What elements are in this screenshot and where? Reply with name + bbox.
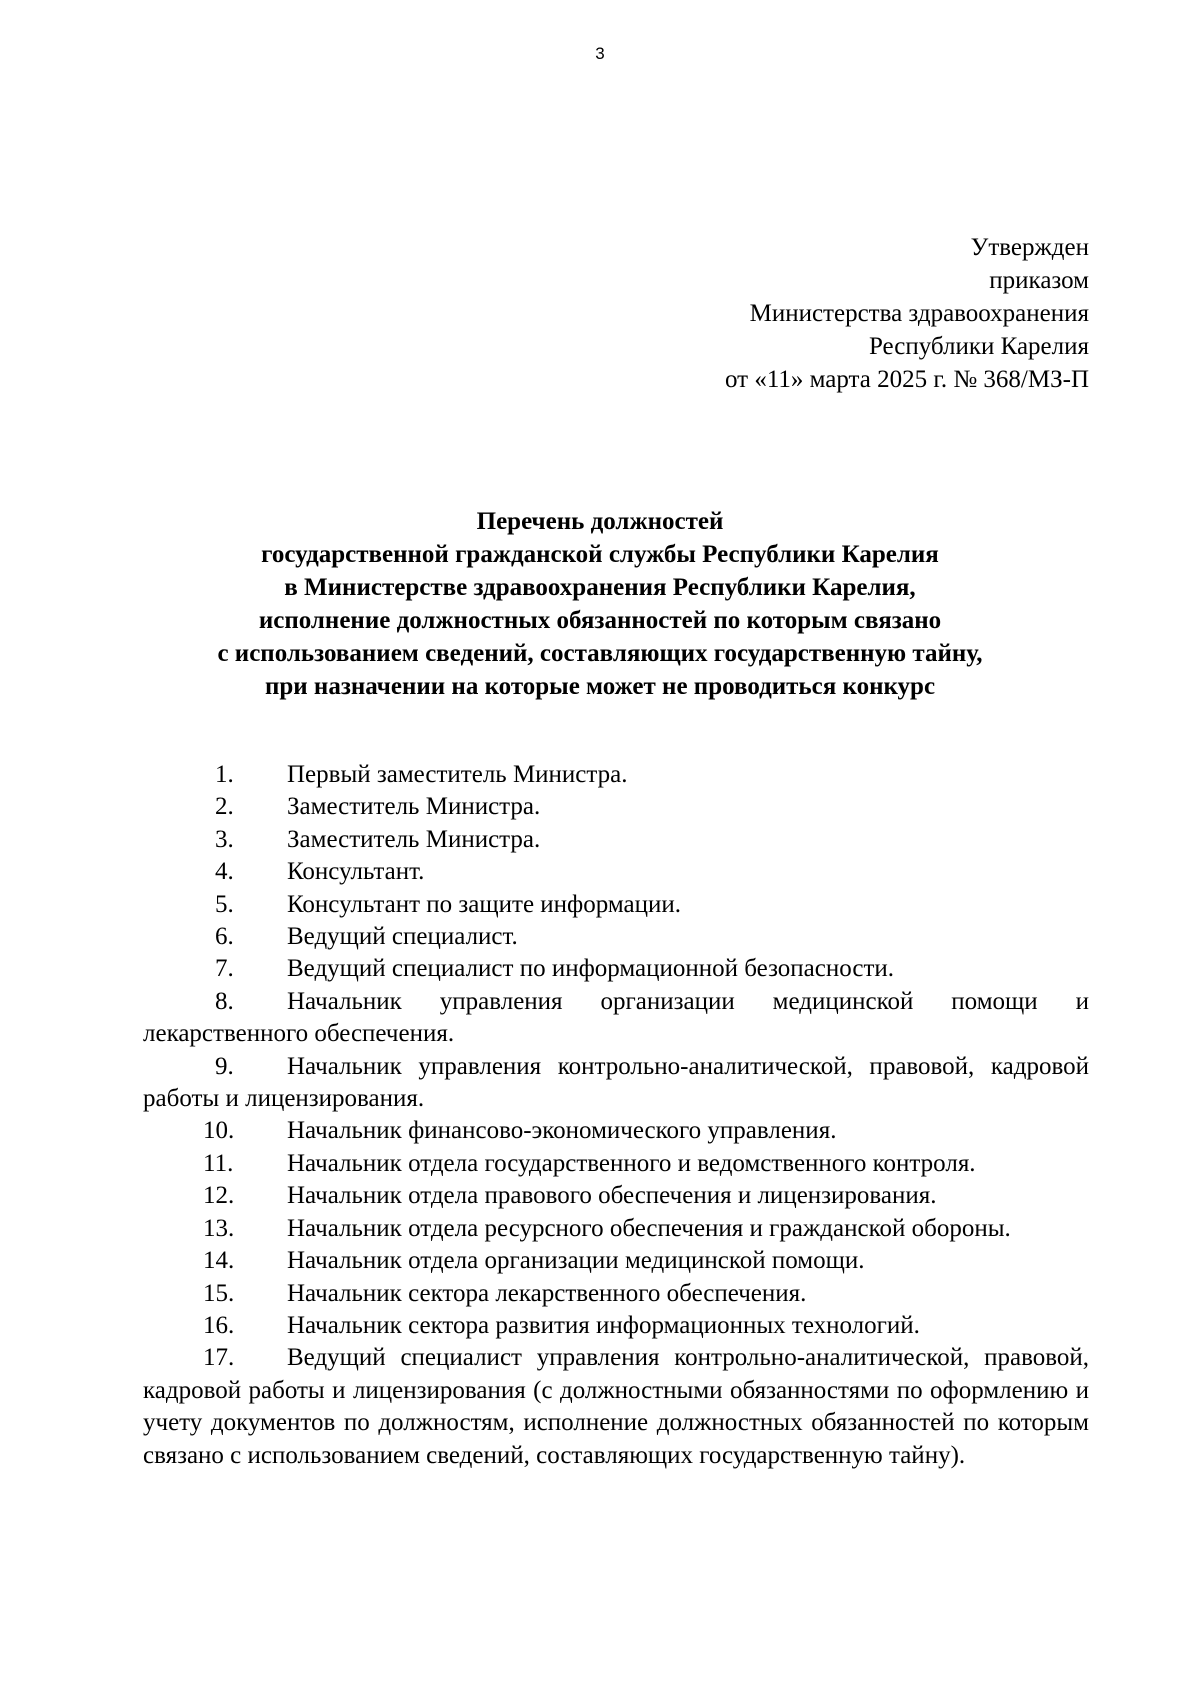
page-number: 3: [595, 44, 605, 63]
item-number: 3.: [215, 825, 234, 853]
item-text: Начальник отдела ресурсного обеспечения и гражданской обороны.: [287, 1214, 1011, 1242]
item-text: Начальник отдела правового обеспечения и лицензирования.: [287, 1182, 937, 1210]
list-item: [143, 1180, 1089, 1212]
item-number: 6.: [215, 923, 234, 951]
item-text: Заместитель Министра.: [287, 793, 541, 821]
list-item: [143, 791, 1089, 823]
list-item: [143, 1115, 1089, 1147]
item-text: Ведущий специалист управления контрольно-аналитической, правовой, кадровой работы и лицензирования (с должностными обязанностями по оформлению и учету документов по должностям, исполнение должностных обязанностей по которым связано с использованием сведений, составляющих государственную тайну).: [143, 1344, 1089, 1469]
list-item: [143, 986, 1089, 1051]
list-item: [143, 824, 1089, 856]
list-item: [143, 759, 1089, 791]
item-number: 7.: [215, 955, 234, 983]
item-number: 13.: [203, 1214, 235, 1242]
item-text: Первый заместитель Министра.: [287, 761, 628, 788]
item-number: 17.: [203, 1344, 235, 1372]
title-line: с использованием сведений, составляющих государственную тайну,: [217, 640, 983, 667]
approval-line: Республики Карелия: [868, 333, 1089, 360]
item-number: 2.: [215, 793, 234, 821]
item-text: Консультант.: [287, 858, 425, 886]
item-number: 11.: [203, 1149, 234, 1177]
item-text: Начальник отдела государственного и ведомственного контроля.: [287, 1149, 976, 1177]
list-item: [143, 1278, 1089, 1310]
list-item: [143, 1148, 1089, 1180]
list-item: [143, 953, 1089, 985]
item-number: 14.: [203, 1247, 235, 1275]
item-text: Консультант по защите информации.: [287, 890, 681, 918]
title-line: исполнение должностных обязанностей по которым связано: [258, 607, 942, 634]
approval-line: Министерства здравоохранения: [749, 300, 1089, 327]
item-text: Начальник отдела организации медицинской помощи.: [287, 1247, 865, 1275]
item-number: 1.: [215, 761, 234, 788]
approval-line: Утвержден: [970, 234, 1089, 261]
list-item: [143, 1051, 1089, 1116]
item-number: 5.: [215, 890, 234, 918]
title-line: в Министерстве здравоохранения Республики Карелия,: [284, 574, 916, 601]
title-line: государственной гражданской службы Республики Карелия: [261, 541, 939, 568]
approval-line: от «11» марта 2025 г. № 368/МЗ-П: [724, 366, 1089, 393]
item-number: 12.: [203, 1182, 235, 1210]
positions-list: [143, 759, 1089, 1472]
item-text: Ведущий специалист по информационной безопасности.: [287, 955, 895, 983]
list-item: [143, 856, 1089, 888]
item-number: 16.: [203, 1311, 235, 1339]
item-number: 15.: [203, 1279, 235, 1307]
item-text: Начальник финансово-экономического управления.: [287, 1117, 837, 1145]
item-text: Ведущий специалист.: [287, 923, 518, 951]
item-number: 10.: [203, 1117, 235, 1145]
item-number: 4.: [215, 858, 234, 886]
item-text: Заместитель Министра.: [287, 825, 541, 853]
approval-stamp: [725, 231, 1089, 396]
list-item: [143, 1310, 1089, 1342]
item-text: Начальник управления организации медицинской помощи и лекарственного обеспечения.: [143, 987, 1089, 1048]
item-text: Начальник сектора лекарственного обеспечения.: [287, 1279, 807, 1307]
title-line: Перечень должностей: [476, 508, 724, 535]
item-number: 8.: [215, 987, 234, 1015]
title-line: при назначении на которые может не проводиться конкурс: [264, 673, 936, 700]
list-item: [143, 1342, 1089, 1472]
document-title: [0, 505, 1200, 703]
list-item: [143, 889, 1089, 921]
item-number: 9.: [215, 1052, 234, 1080]
list-item: [143, 1245, 1089, 1277]
approval-line: приказом: [989, 267, 1089, 294]
item-text: Начальник сектора развития информационных технологий.: [287, 1311, 920, 1339]
list-item: [143, 1213, 1089, 1245]
list-item: [143, 921, 1089, 953]
item-text: Начальник управления контрольно-аналитической, правовой, кадровой работы и лицензирования.: [143, 1052, 1089, 1113]
